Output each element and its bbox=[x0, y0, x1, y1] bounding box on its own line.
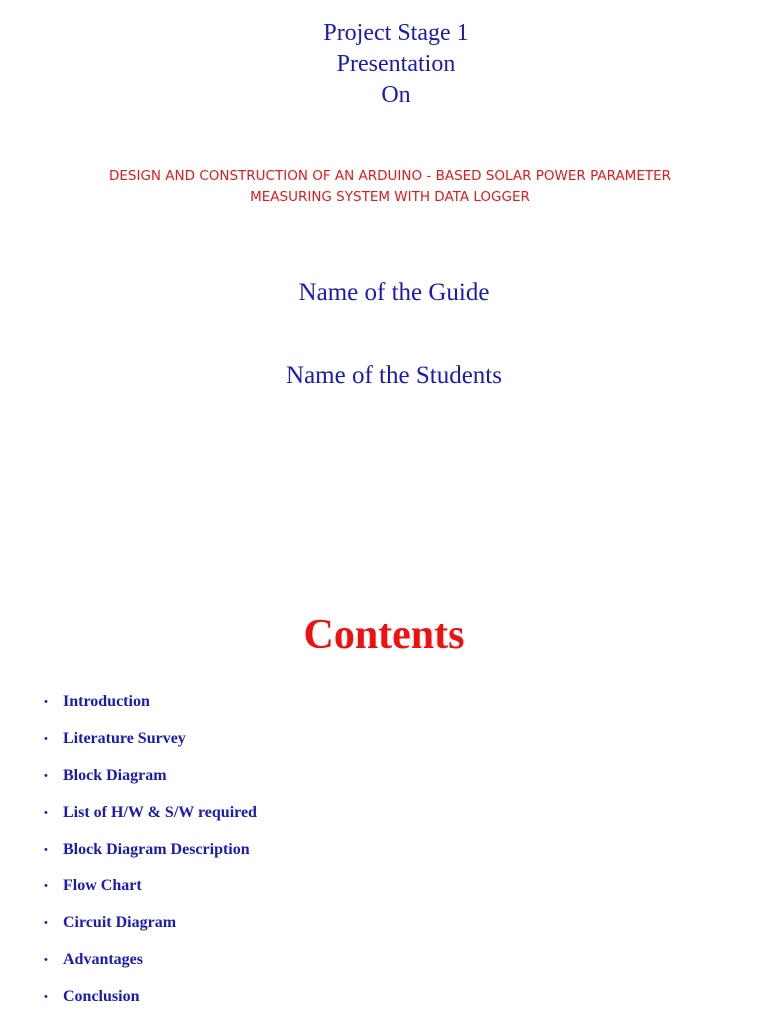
bullet-icon: • bbox=[44, 843, 48, 856]
bullet-icon: • bbox=[44, 769, 48, 782]
list-item bbox=[44, 841, 257, 878]
list-item-label: Advantages bbox=[63, 951, 144, 969]
list-item bbox=[44, 951, 257, 988]
list-item bbox=[44, 988, 257, 1025]
list-item bbox=[44, 804, 257, 841]
bullet-icon: • bbox=[44, 696, 48, 708]
title-line-3: On bbox=[381, 82, 411, 108]
project-title bbox=[100, 166, 680, 208]
contents-list bbox=[44, 693, 257, 1025]
list-item bbox=[44, 730, 257, 767]
bullet-icon: • bbox=[44, 806, 48, 819]
list-item-label: Circuit Diagram bbox=[63, 914, 177, 932]
list-item-label: Literature Survey bbox=[63, 729, 186, 747]
bullet-icon: • bbox=[44, 917, 48, 930]
bullet-icon: • bbox=[44, 732, 48, 745]
list-item-label: Block Diagram bbox=[63, 766, 167, 784]
title-line-1: Project Stage 1 bbox=[323, 20, 469, 46]
list-item-label: Introduction bbox=[63, 693, 150, 710]
contents-heading: Contents bbox=[303, 612, 465, 658]
guide-name: Name of the Guide bbox=[298, 279, 490, 306]
bullet-icon: • bbox=[44, 954, 48, 967]
list-item bbox=[44, 877, 257, 914]
list-item-label: List of H/W & S/W required bbox=[63, 803, 257, 821]
bullet-icon: • bbox=[44, 880, 48, 893]
list-item bbox=[44, 693, 257, 730]
project-title-line-1: DESIGN AND CONSTRUCTION OF AN ARDUINO - BASED SOLAR POWER PARAMETER bbox=[108, 168, 672, 184]
list-item-label: Conclusion bbox=[63, 988, 140, 1006]
contents-slide bbox=[0, 590, 768, 1024]
bullet-icon: • bbox=[44, 991, 48, 1004]
list-item-label: Block Diagram Description bbox=[63, 840, 250, 858]
list-item bbox=[44, 767, 257, 804]
students-name: Name of the Students bbox=[286, 362, 502, 389]
list-item bbox=[44, 914, 257, 951]
title-line-2: Presentation bbox=[336, 51, 456, 77]
project-title-line-2: MEASURING SYSTEM WITH DATA LOGGER bbox=[250, 189, 530, 205]
list-item-label: Flow Chart bbox=[63, 877, 142, 895]
